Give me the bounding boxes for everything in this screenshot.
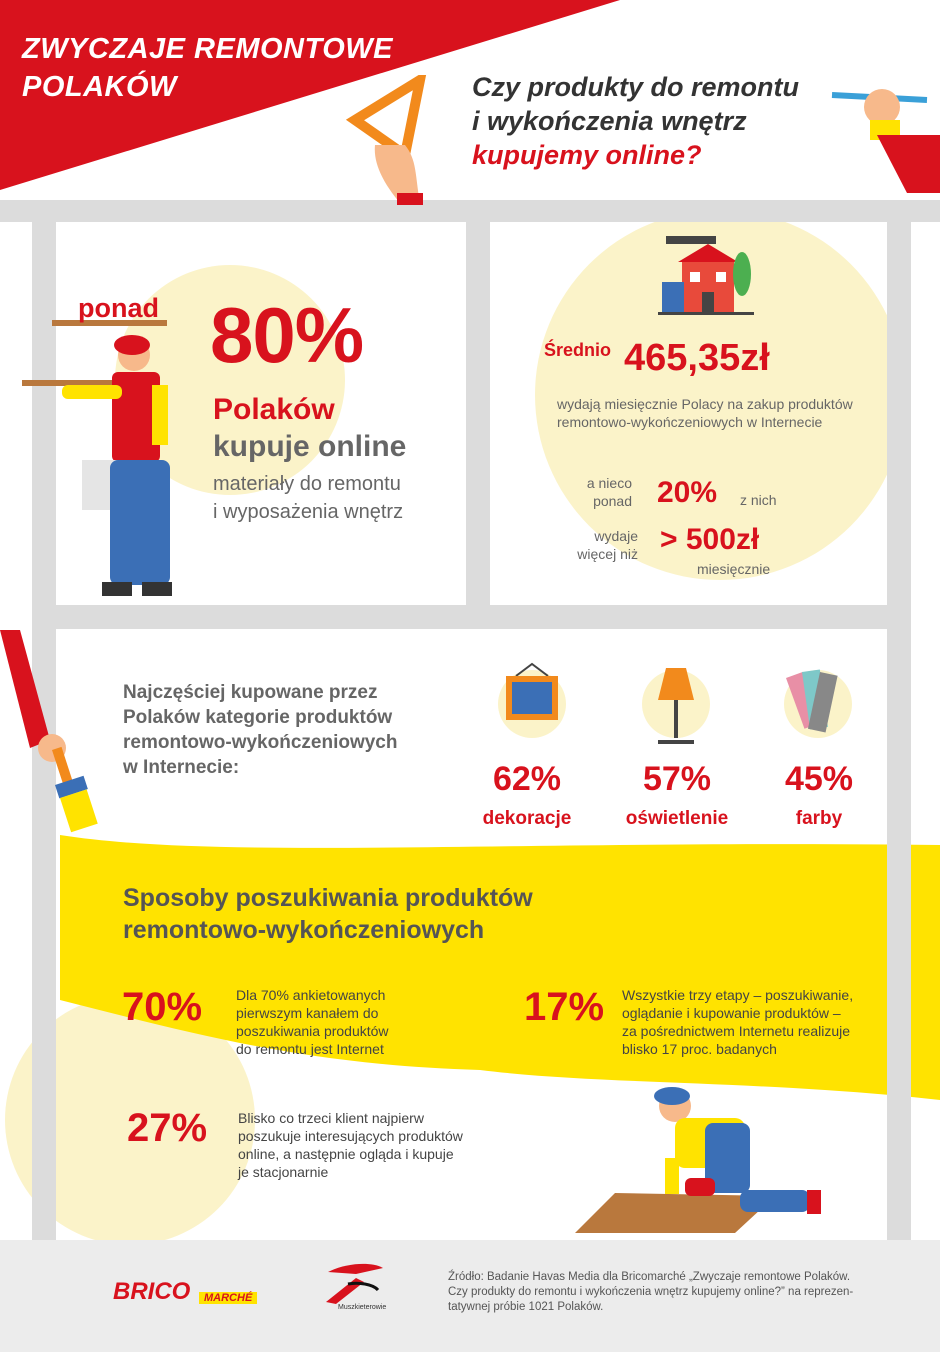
method-text-27 <box>238 1109 498 1181</box>
title-line-2: POLAKÓW <box>22 71 177 103</box>
method-pct-27: 27% <box>127 1106 208 1150</box>
spending-pct: 20% <box>657 476 718 509</box>
stat80-value: 80% <box>210 291 364 379</box>
method-text-17 <box>622 986 887 1058</box>
method-pct-17: 17% <box>524 985 605 1029</box>
methods-title-line2: remontowo-wykończeniowych <box>123 916 485 944</box>
stat80-line2: kupuje online <box>213 430 407 463</box>
categories-intro <box>123 680 453 780</box>
worker-floor-icon <box>575 1078 835 1238</box>
method-text-17-line3: za pośrednictwem Internetu realizuje <box>622 1023 851 1039</box>
paint-swatches-icon <box>778 660 858 745</box>
frame-middle-post <box>466 200 490 620</box>
category-label-dekoracje: dekoracje <box>482 808 572 829</box>
category-pct-oswietlenie: 57% <box>642 760 712 798</box>
method-text-70-line1: Dla 70% ankietowanych <box>236 987 386 1003</box>
spending-wydaje-line1: wydaje <box>594 528 638 544</box>
logo-muszkieterowie-label: Muszkieterowie <box>338 1304 387 1311</box>
methods-title-line1: Sposoby poszukiwania produktów <box>123 884 533 912</box>
lamp-icon <box>636 660 716 750</box>
stat80-prefix: ponad <box>78 293 159 323</box>
method-text-70-line2: pierwszym kanałem do <box>236 1005 379 1021</box>
category-pct-dekoracje: 62% <box>492 760 562 798</box>
method-text-17-line1: Wszystkie trzy etapy – poszukiwanie, <box>622 987 854 1003</box>
pencil-hand-icon <box>822 75 940 195</box>
spending-wydaje <box>560 527 638 563</box>
spending-z-nich: z nich <box>740 492 777 508</box>
page-title <box>22 30 393 106</box>
method-text-27-line3: online, a następnie ogląda i kupuje <box>238 1146 454 1162</box>
methods-title <box>123 882 533 946</box>
spending-nieco-line2: ponad <box>593 493 632 509</box>
method-text-27-line2: poszukuje interesujących produktów <box>238 1128 463 1144</box>
method-pct-70: 70% <box>122 985 203 1029</box>
method-text-27-line1: Blisko co trzeci klient najpierw <box>238 1110 424 1126</box>
categories-intro-line1: Najczęściej kupowane przez <box>123 682 378 703</box>
page-subtitle <box>472 70 799 172</box>
subtitle-line-1: Czy produkty do remontu <box>472 72 800 102</box>
category-label-oswietlenie: oświetlenie <box>625 808 729 829</box>
stat80-description <box>213 470 403 526</box>
method-text-70 <box>236 986 436 1058</box>
muszkieterowie-logo-icon <box>318 1262 388 1308</box>
spending-nieco-line1: a nieco <box>586 475 632 491</box>
source-note-line1: Źródło: Badanie Havas Media dla Bricomarché „Zwyczaje remontowe Polaków. <box>448 1271 851 1283</box>
stat80-line3: materiały do remontu <box>213 473 401 495</box>
subtitle-line-3: kupujemy online? <box>472 140 702 170</box>
categories-intro-line2: Polaków kategorie produktów <box>123 707 393 728</box>
paintbrush-arm-icon <box>0 630 100 850</box>
logo-brico: BRICO <box>113 1278 191 1305</box>
house-tools-icon <box>658 232 758 322</box>
worker-shelf-icon <box>22 290 172 610</box>
method-text-17-line2: oglądanie i kupowanie produktów – <box>622 1005 841 1021</box>
method-text-70-line4: do remontu jest Internet <box>236 1041 384 1057</box>
stat80-line1: Polaków <box>213 393 335 426</box>
method-text-27-line4: je stacjonarnie <box>238 1164 329 1180</box>
picture-frame-icon <box>492 660 572 740</box>
spending-description: wydają miesięcznie Polacy na zakup produktów remontowo-wykończeniowych w Internecie <box>557 396 853 430</box>
source-note-line2: Czy produkty do remontu i wykończenia wnętrz kupujemy online?” na reprezen- <box>448 1286 854 1298</box>
spending-monthly: miesięcznie <box>697 561 771 577</box>
subtitle-line-2: i wykończenia wnętrz <box>472 106 747 136</box>
categories-intro-line4: w Internecie: <box>123 757 240 778</box>
spending-nieco <box>568 474 632 510</box>
title-line-1: ZWYCZAJE REMONTOWE <box>22 33 393 65</box>
method-text-70-line3: poszukiwania produktów <box>236 1023 389 1039</box>
spending-label: Średnio <box>544 340 612 360</box>
spending-amount: 465,35zł <box>624 337 770 379</box>
category-pct-farby: 45% <box>784 760 854 798</box>
frame-right-post <box>887 200 911 1260</box>
source-note-line3: tatywnej próbie 1021 Polaków. <box>448 1301 604 1313</box>
set-square-hand-icon <box>345 75 435 205</box>
stat80-line4: i wyposażenia wnętrz <box>213 501 404 523</box>
categories-intro-line3: remontowo-wykończeniowych <box>123 732 398 753</box>
method-text-17-line4: blisko 17 proc. badanych <box>622 1041 777 1057</box>
spending-more-than: > 500zł <box>660 523 760 556</box>
category-label-farby: farby <box>795 808 843 829</box>
spending-wydaje-line2: więcej niż <box>577 546 638 562</box>
source-note <box>448 1270 878 1315</box>
logo-marche: MARCHÉ <box>199 1292 257 1304</box>
